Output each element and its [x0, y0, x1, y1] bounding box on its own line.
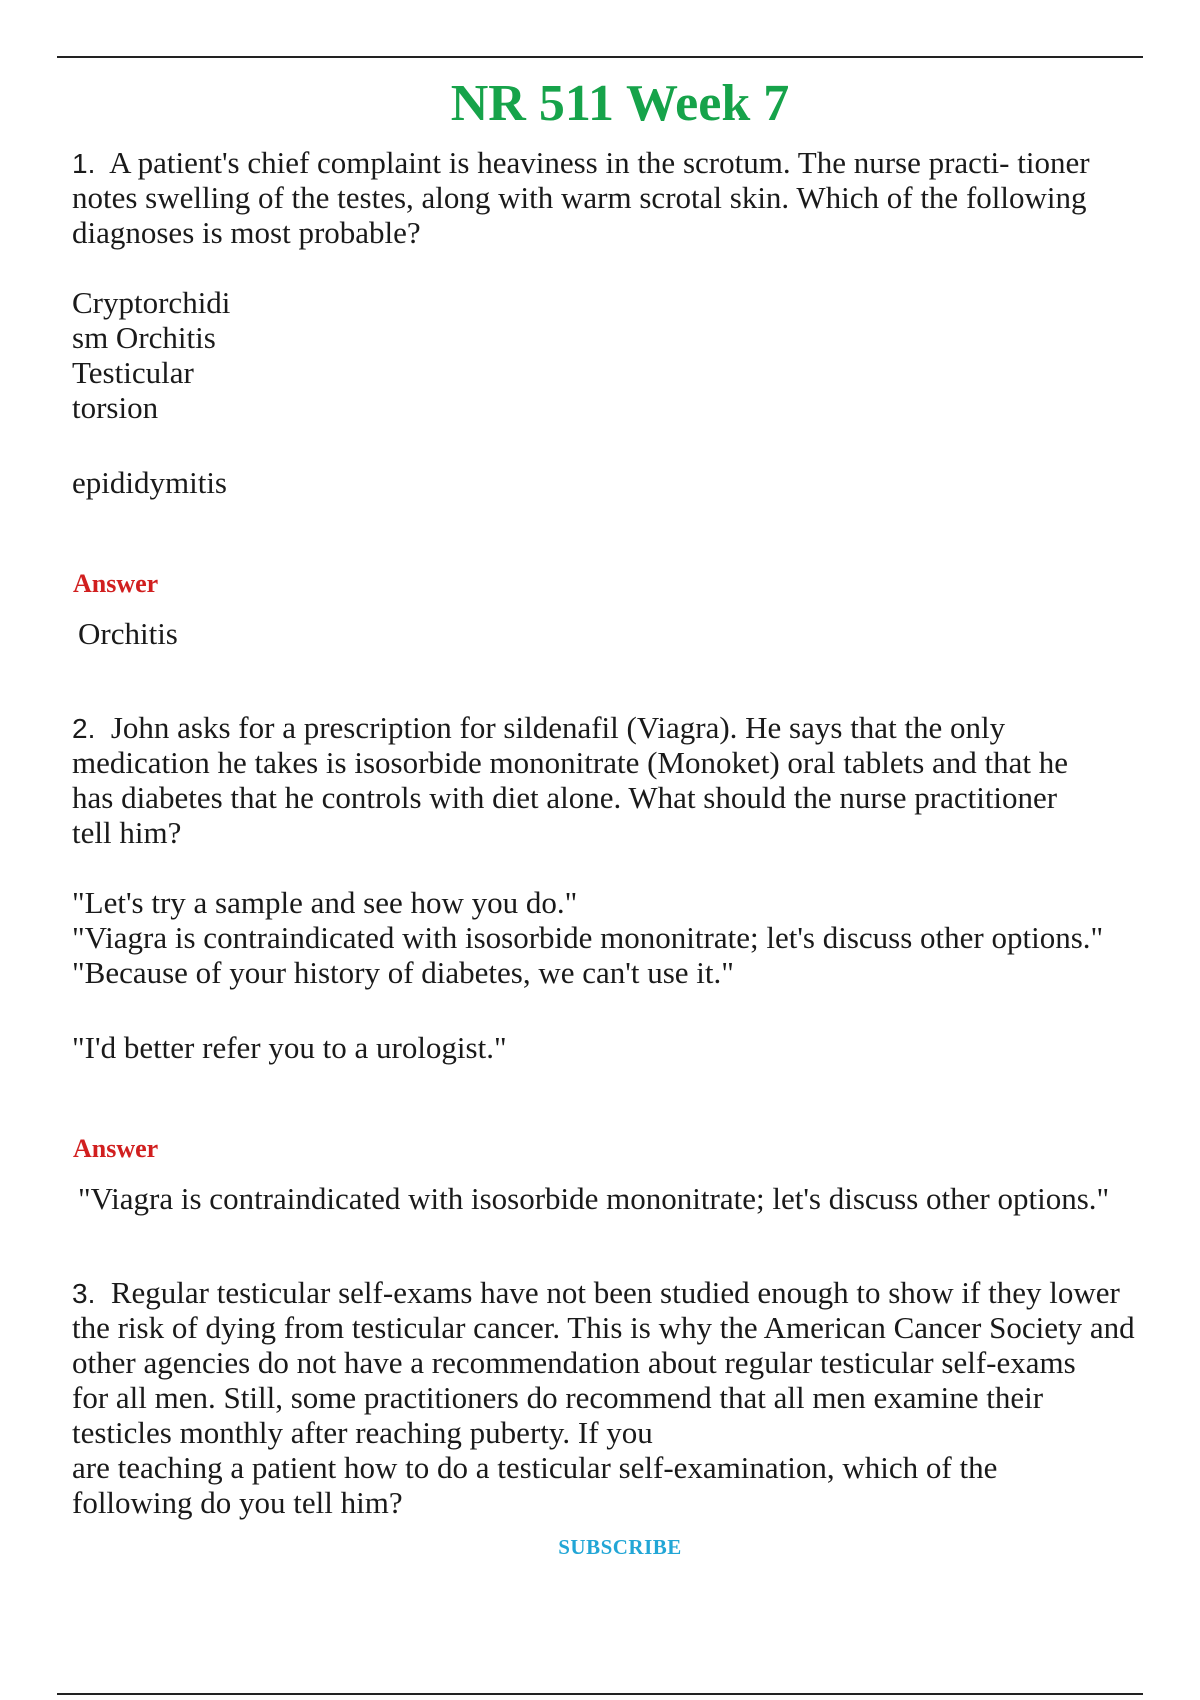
question-3-stem-line-6: are teaching a patient how to do a testicular self-examination, which of the [72, 1450, 998, 1485]
question-3-number: 3. [72, 1278, 96, 1309]
question-2-option-line-1: "Let's try a sample and see how you do." [72, 885, 578, 920]
question-1-option-line-2: sm Orchitis [72, 320, 216, 355]
answer-label-2: Answer [73, 1134, 159, 1163]
question-1-answer: Orchitis [78, 616, 178, 651]
subscribe-link[interactable]: SUBSCRIBE [558, 1535, 682, 1559]
question-1-stem-line-3: diagnoses is most probable? [72, 215, 421, 250]
top-rule [57, 56, 1143, 58]
answer-label-1: Answer [73, 569, 159, 598]
question-2-number: 2. [72, 713, 96, 744]
question-1-option-line-3: Testicular [72, 355, 194, 390]
question-3-stem-line-7: following do you tell him? [72, 1485, 403, 1520]
question-3-stem-line-5: testicles monthly after reaching puberty. If you [72, 1415, 653, 1450]
question-2-stem-line-3: has diabetes that he controls with diet alone. What should the nurse practitioner [72, 780, 1058, 815]
question-2-stem-line-4: tell him? [72, 815, 182, 850]
question-2-answer: "Viagra is contraindicated with isosorbide mononitrate; let's discuss other options." [78, 1181, 1110, 1216]
question-1-option-line-5: epididymitis [72, 465, 227, 500]
bottom-rule [57, 1693, 1143, 1695]
question-2-option-line-2: "Viagra is contraindicated with isosorbide mononitrate; let's discuss other options." [72, 920, 1104, 955]
question-3-stem-line-1: 3. Regular testicular self-exams have not been studied enough to show if they lower [72, 1275, 1120, 1310]
question-1-stem-line-2: notes swelling of the testes, along with warm scrotal skin. Which of the following [72, 180, 1087, 215]
question-3-stem-line-4: for all men. Still, some practitioners do recommend that all men examine their [72, 1380, 1044, 1415]
question-2-option-line-4: "I'd better refer you to a urologist." [72, 1030, 507, 1065]
question-1-option-line-1: Cryptorchidi [72, 285, 231, 320]
question-3-stem-line-2: the risk of dying from testicular cancer. This is why the American Cancer Society and [72, 1310, 1135, 1345]
question-2-stem-line-1: 2. John asks for a prescription for sildenafil (Viagra). He says that the only [72, 710, 1006, 745]
question-1-option-line-4: torsion [72, 390, 159, 425]
question-2-stem-line-2: medication he takes is isosorbide mononitrate (Monoket) oral tablets and that he [72, 745, 1069, 780]
question-1-stem-line-1: 1. A patient's chief complaint is heaviness in the scrotum. The nurse practi- tioner [72, 145, 1090, 180]
question-1-number: 1. [72, 148, 96, 179]
question-3-stem-line-3: other agencies do not have a recommendation about regular testicular self-exams [72, 1345, 1076, 1380]
question-2-option-line-3: "Because of your history of diabetes, we can't use it." [72, 955, 734, 990]
page-title: NR 511 Week 7 [450, 75, 790, 132]
